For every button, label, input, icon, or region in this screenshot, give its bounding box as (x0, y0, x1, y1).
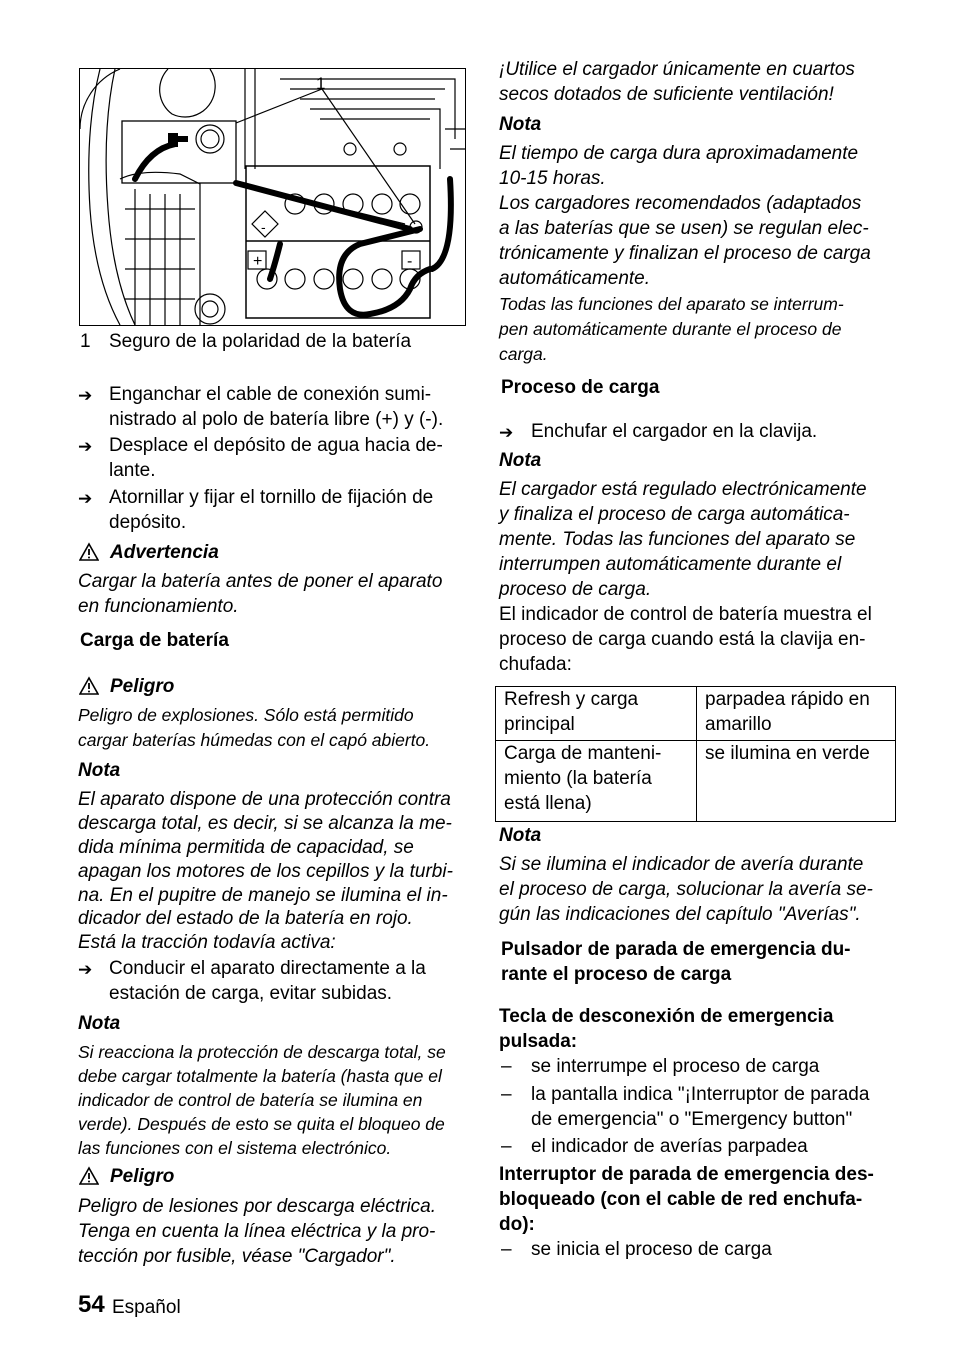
heading-carga-bateria: Carga de batería (80, 630, 229, 651)
peligro-title: Peligro (110, 676, 175, 697)
step-line: nistrado al polo de batería libre (+) y (-). (109, 409, 444, 430)
list-item: el indicador de averías parpadea (531, 1136, 808, 1157)
dash-bullet: – (501, 1084, 512, 1105)
arrow-icon: ➔ (78, 386, 93, 405)
step-line: Enchufar el cargador en la clavija. (531, 421, 818, 442)
warning-icon (79, 1166, 99, 1186)
dash-bullet: – (501, 1136, 512, 1157)
minus-small-label: - (261, 219, 266, 235)
arrow-icon: ➔ (78, 437, 93, 456)
nota-title: Nota (499, 825, 542, 846)
nota-text: gún las indicaciones del capítulo "Averías". (499, 904, 861, 925)
footer-language: Español (112, 1297, 181, 1318)
nota-text: pen automáticamente durante el proceso de (499, 319, 842, 339)
peligro-text: Tenga en cuenta la línea eléctrica y la pro- (78, 1221, 436, 1242)
nota-text: Está la tracción todavía activa: (78, 932, 336, 953)
table-row (496, 741, 896, 822)
caption-number: 1 (80, 331, 91, 352)
interruptor-heading: bloqueado (con el cable de red enchufa- (499, 1189, 863, 1210)
nota-text: Todas las funciones del aparato se interrum- (499, 294, 844, 314)
nota-title: Nota (78, 1013, 121, 1034)
arrow-icon: ➔ (78, 489, 93, 508)
nota-text: el proceso de carga, solucionar la avería se- (499, 879, 873, 900)
battery-illustration (80, 69, 465, 325)
nota-text: El aparato dispone de una protección contra (78, 789, 451, 810)
peligro-text: cargar baterías húmedas con el capó abierto. (78, 730, 431, 750)
nota-text: descarga total, es decir, si se alcanza la me- (78, 813, 452, 834)
step-line: Desplace el depósito de agua hacia de- (109, 435, 443, 456)
nota-text: y finaliza el proceso de carga automática- (499, 504, 850, 525)
nota-text: dicador del estado de la batería en rojo. (78, 908, 413, 929)
usage-warning: ¡Utilice el cargador únicamente en cuartos (499, 59, 855, 80)
step-line: Atornillar y fijar el tornillo de fijación de (109, 487, 434, 508)
peligro-text: tección por fusible, véase "Cargador". (78, 1246, 396, 1267)
nota-text: dida mínima permitida de capacidad, se (78, 837, 414, 858)
nota-text: mente. Todas las funciones del aparato se (499, 529, 856, 550)
interruptor-heading: do): (499, 1214, 535, 1235)
peligro-text: Peligro de explosiones. Sólo está permitido (78, 705, 414, 725)
list-item: se inicia el proceso de carga (531, 1239, 772, 1260)
step-line: Enganchar el cable de conexión sumi- (109, 384, 432, 405)
advertencia-title: Advertencia (110, 542, 219, 563)
warning-icon (79, 542, 99, 562)
nota-text: 10-15 horas. (499, 168, 606, 189)
page-number: 54 (78, 1291, 105, 1318)
step-line: Conducir el aparato directamente a la (109, 958, 426, 979)
nota-text: apagan los motores de los cepillos y la turbi- (78, 861, 453, 882)
charge-status-table (495, 686, 896, 822)
nota-title: Nota (78, 760, 121, 781)
dash-bullet: – (501, 1239, 512, 1260)
list-item: se interrumpe el proceso de carga (531, 1056, 820, 1077)
battery-figure (79, 68, 466, 326)
peligro-title: Peligro (110, 1166, 175, 1187)
nota-text: Si se ilumina el indicador de avería durante (499, 854, 864, 875)
tecla-heading: pulsada: (499, 1031, 578, 1052)
step-line: depósito. (109, 512, 187, 533)
plus-terminal-label: + (253, 253, 263, 270)
warning-icon (79, 676, 99, 696)
nota-text: indicador de control de batería se ilumina en (78, 1090, 423, 1110)
list-item: la pantalla indica "¡Interruptor de parada (531, 1084, 870, 1105)
nota-title: Nota (499, 450, 542, 471)
indicator-text: chufada: (499, 654, 572, 675)
table-cell: Carga de manteni- miento (la batería está llena) (496, 741, 697, 822)
arrow-icon: ➔ (78, 960, 93, 979)
heading-pulsador: rante el proceso de carga (501, 964, 732, 985)
step-line: lante. (109, 460, 156, 481)
nota-text: interrumpen automáticamente durante el (499, 554, 842, 575)
nota-text: debe cargar totalmente la batería (hasta que el (78, 1066, 442, 1086)
advertencia-text: Cargar la batería antes de poner el aparato (78, 571, 443, 592)
peligro-text: Peligro de lesiones por descarga eléctrica. (78, 1196, 437, 1217)
nota-text: verde). Después de esto se quita el bloqueo de (78, 1114, 445, 1134)
nota-text: El tiempo de carga dura aproximadamente (499, 143, 859, 164)
heading-pulsador: Pulsador de parada de emergencia du- (501, 939, 851, 960)
nota-text: El cargador está regulado electrónicamente (499, 479, 867, 500)
nota-text: na. En el pupitre de manejo se ilumina el in- (78, 885, 448, 906)
interruptor-heading: Interruptor de parada de emergencia des- (499, 1164, 874, 1185)
nota-title: Nota (499, 114, 542, 135)
callout-number: 1 (316, 74, 326, 93)
nota-text: Si reacciona la protección de descarga total, se (78, 1042, 446, 1062)
nota-text: automáticamente. (499, 268, 651, 289)
table-cell: Refresh y carga principal (496, 687, 697, 741)
dash-bullet: – (501, 1056, 512, 1077)
heading-proceso-carga: Proceso de carga (501, 377, 660, 398)
nota-text: a las baterías que se usen) se regulan elec- (499, 218, 869, 239)
advertencia-text: en funcionamiento. (78, 596, 239, 617)
figure-caption: Seguro de la polaridad de la batería (109, 331, 412, 352)
nota-text: trónicamente y finalizan el proceso de carga (499, 243, 871, 264)
nota-text: las funciones con el sistema electrónico. (78, 1138, 392, 1158)
table-cell: parpadea rápido en amarillo (697, 687, 896, 741)
nota-text: Los cargadores recomendados (adaptados (499, 193, 862, 214)
minus-terminal-label: - (407, 253, 413, 270)
table-row (496, 687, 896, 741)
nota-text: carga. (499, 344, 548, 364)
indicator-text: proceso de carga cuando está la clavija en- (499, 629, 866, 650)
indicator-text: El indicador de control de batería muestra el (499, 604, 872, 625)
tecla-heading: Tecla de desconexión de emergencia (499, 1006, 834, 1027)
nota-text: proceso de carga. (499, 579, 652, 600)
table-cell: se ilumina en verde (697, 741, 896, 822)
list-item: de emergencia" o "Emergency button" (531, 1109, 853, 1130)
step-line: estación de carga, evitar subidas. (109, 983, 393, 1004)
usage-warning: secos dotados de suficiente ventilación! (499, 84, 834, 105)
arrow-icon: ➔ (499, 423, 514, 442)
